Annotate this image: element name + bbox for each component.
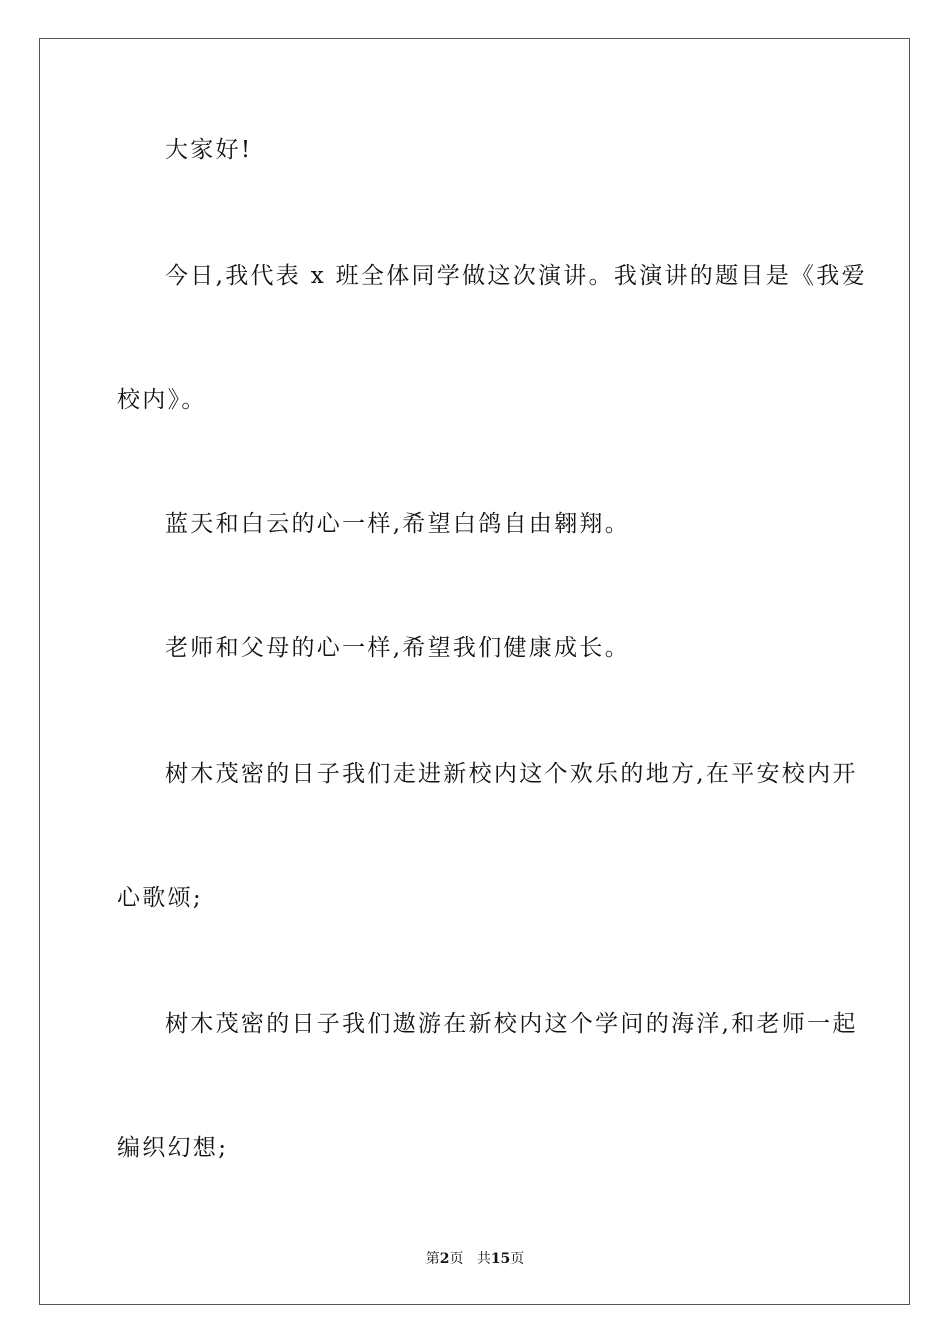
page-prefix: 第 [425,1251,440,1267]
total-prefix: 共 [476,1251,491,1267]
paragraph-trees-2-line-2: 编织幻想; [117,1135,229,1161]
current-page-number: 2 [439,1251,450,1267]
page-suffix: 页 [449,1251,464,1267]
page-border [39,38,910,1305]
paragraph-trees-2-line-1: 树木茂密的日子我们遨游在新校内这个学问的海洋,和老师一起 [165,1011,858,1037]
total-page-count: 15 [490,1251,511,1267]
paragraph-sky: 蓝天和白云的心一样,希望白鸽自由翱翔。 [165,511,631,537]
paragraph-intro-line-2: 校内》。 [117,387,207,413]
total-suffix: 页 [510,1251,525,1267]
page-footer [0,1248,950,1268]
paragraph-intro-line-1: 今日,我代表 x 班全体同学做这次演讲。我演讲的题目是《我爱 [165,263,867,289]
paragraph-trees-1-line-1: 树木茂密的日子我们走进新校内这个欢乐的地方,在平安校内开 [165,761,858,787]
paragraph-teachers: 老师和父母的心一样,希望我们健康成长。 [165,635,631,661]
paragraph-trees-1-line-2: 心歌颂; [117,885,203,911]
paragraph-greeting: 大家好! [165,137,253,163]
